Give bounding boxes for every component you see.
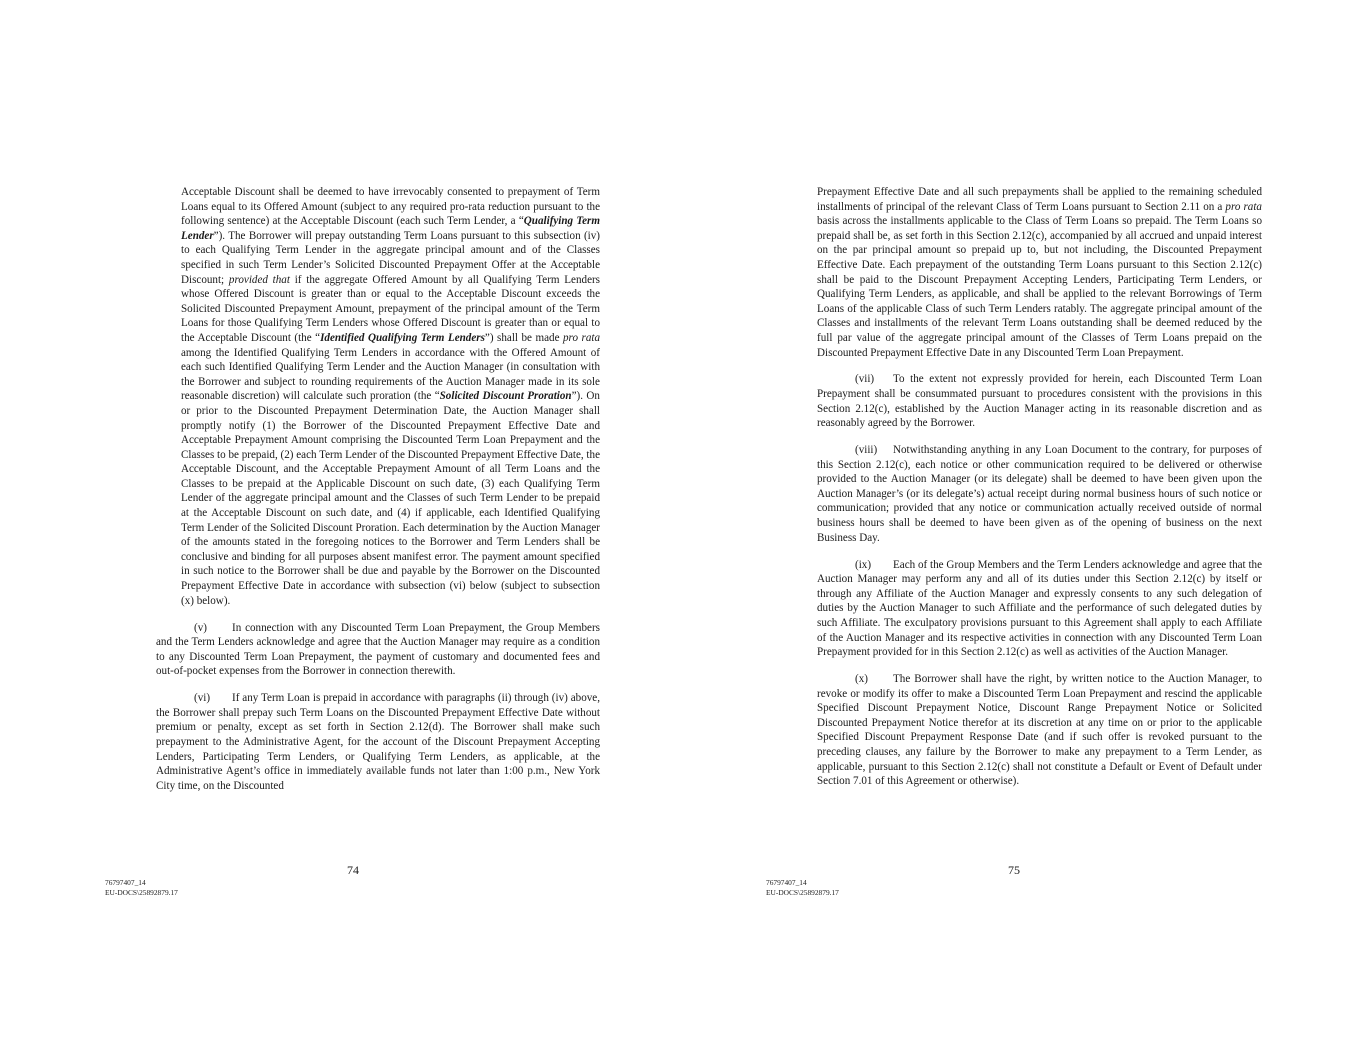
paragraph-vi: (vi) If any Term Loan is prepaid in accordance with paragraphs (ii) through (iv) above, the Borrower shall prepay such Term Loans on the Discounted Prepayment Effective Date without premium or penalty, except as set forth in Section 2.12(d). The Borrower shall make such prepayment to the Administrative Agent, for the account of the Discount Prepayment Accepting Lenders, Participating Term Lenders, or Qualifying Term Lenders, as applicable, at the Administrative Agent’s office in immediately available funds not later than 1:00 p.m., New York City time, on the Discounted [156, 692, 600, 792]
paragraph-ix: (ix) Each of the Group Members and the Term Lenders acknowledge and agree that the Auction Manager may perform any and all of its duties under this Section 2.12(c) by itself or through any Affiliate of the Auction Manager and expressly consents to any such delegation of duties by the Auction Manager to such Affiliate and the performance of such delegated duties by such Affiliate. The exculpatory provisions pursuant to this Agreement shall apply to each Affiliate of the Auction Manager and its respective activities in connection with any Discounted Term Loan Prepayment provided for in this Section 2.12(c) as well as activities of the Auction Manager. [817, 558, 1262, 659]
paragraph-number: (x) [855, 673, 868, 685]
page-74 [0, 0, 682, 1055]
document-id-footer: 76797407_14 EU-DOCS\25892879.17 [766, 878, 839, 897]
paragraph-x: (x) The Borrower shall have the right, by written notice to the Auction Manager, to revoke or modify its offer to make a Discounted Term Loan Prepayment and rescind the applicable Specified Discount Prepayment Notice, Discount Range Prepayment Notice or Solicited Discounted Prepayment Notice therefor at its discretion at any time on or prior to the applicable Specified Discount Prepayment Response Date (and if such offer is revoked pursuant to the preceding clauses, any failure by the Borrower to make any prepayment to a Term Lender, as applicable, pursuant to this Section 2.12(c) shall not constitute a Default or Event of Default under Section 7.01 of this Agreement or otherwise). [817, 673, 1262, 788]
paragraph-vii: (vii) To the extent not expressly provided for herein, each Discounted Term Loan Prepayment shall be consummated pursuant to procedures consistent with the provisions in this Section 2.12(c), established by the Auction Manager acting in its reasonable discretion and as reasonably agreed by the Borrower. [817, 373, 1262, 430]
document-id-footer: 76797407_14 EU-DOCS\25892879.17 [105, 878, 178, 897]
page-75 [682, 0, 1365, 1055]
paragraph-viii: (viii) Notwithstanding anything in any Loan Document to the contrary, for purposes of this Section 2.12(c), each notice or other communication required to be delivered or otherwise provided to the Auction Manager (or its delegate) shall be deemed to have been given upon the Auction Manager’s (or its delegate’s) actual receipt during normal business hours of such notice or communication; provided that any notice or communication actually received outside of normal business hours shall be deemed to have been given as of the opening of business on the next Business Day. [817, 444, 1262, 544]
page-74-body [156, 185, 600, 793]
paragraph-vi-continued: Prepayment Effective Date and all such prepayments shall be applied to the remaining scheduled installments of principal of the relevant Class of Term Loans pursuant to Section 2.11 on a pro rata basis across the installments applicable to the Class of Term Loans so prepaid. The Term Loans so prepaid shall be, as set forth in this Section 2.12(c), accompanied by all accrued and unpaid interest on the par principal amount so prepaid up to, but not including, the Discounted Prepayment Effective Date. Each prepayment of the outstanding Term Loans pursuant to this Section 2.12(c) shall be paid to the Discount Prepayment Accepting Lenders, Participating Term Lenders, or Qualifying Term Lenders, as applicable, and shall be applied to the relevant Borrowings of Term Loans of the applicable Class of such Term Lenders ratably. The aggregate principal amount of the Classes and installments of the relevant Term Loans outstanding shall be deemed reduced by the full par value of the aggregate principal amount of the Classes of Term Loans prepaid on the Discounted Prepayment Effective Date in any Discounted Term Loan Prepayment. [817, 186, 1262, 359]
paragraph-v: (v) In connection with any Discounted Term Loan Prepayment, the Group Members and the Term Lenders acknowledge and agree that the Auction Manager may require as a condition to any Discounted Term Loan Prepayment, the payment of customary and documented fees and out-of-pocket expenses from the Borrower in connection therewith. [156, 621, 600, 678]
paragraph-number: (viii) [855, 444, 878, 457]
paragraph-number: (ix) [855, 558, 872, 571]
defined-term: Solicited Discount Proration [439, 390, 572, 403]
defined-term: Qualifying Term Lender [181, 215, 600, 242]
paragraph-number: (v) [194, 621, 207, 634]
paragraph-iv-continued: Acceptable Discount shall be deemed to have irrevocably consented to prepayment of Term Loans equal to its Offered Amount (subject to any required pro-rata reduction pursuant to the following sentence) at the Acceptable Discount (each such Term Lender, a “Qualifying Term Lender”). The Borrower will prepay outstanding Term Loans pursuant to this subsection (iv) to each Qualifying Term Lender in the aggregate principal amount and of the Classes specified in such Term Lender’s Solicited Discounted Prepayment Offer at the Acceptable Discount; provided that if the aggregate Offered Amount by all Qualifying Term Lenders whose Offered Discount is greater than or equal to the Acceptable Discount exceeds the Solicited Discounted Prepayment Amount, prepayment of the principal amount of the Term Loans for those Qualifying Term Lenders whose Offered Discount is greater than or equal to the Acceptable Discount (the “Identified Qualifying Term Lenders”) shall be made pro rata among the Identified Qualifying Term Lenders in accordance with the Offered Amount of each such Identified Qualifying Term Lender and the Auction Manager (in consultation with the Borrower and subject to rounding requirements of the Auction Manager made in its sole reasonable discretion) will calculate such proration (the “Solicited Discount Proration”). On or prior to the Discounted Prepayment Determination Date, the Auction Manager shall promptly notify (1) the Borrower of the Discounted Prepayment Effective Date and Acceptable Prepayment Amount comprising the Discounted Term Loan Prepayment and the Classes to be prepaid, (2) each Term Lender of the Discounted Prepayment Effective Date, the Acceptable Discount, and the Acceptable Prepayment Amount of all Term Loans and the Classes to be prepaid at the Applicable Discount on such date, (3) each Qualifying Term Lender of the aggregate principal amount and the Classes of such Term Lender to be prepaid at the Acceptable Discount on such date, and (4) if applicable, each Identified Qualifying Term Lender of the Solicited Discount Proration. Each determination by the Auction Manager of the amounts stated in the foregoing notices to the Borrower and Term Lenders shall be conclusive and binding for all purposes absent manifest error. The payment amount specified in such notice to the Borrower shall be due and payable by the Borrower on the Discounted Prepayment Effective Date in accordance with subsection (vi) below (subject to subsection (x) below). [181, 186, 600, 607]
defined-term: Identified Qualifying Term Lenders [320, 331, 485, 344]
page-number: 74 [347, 863, 359, 877]
page-75-body [817, 185, 1262, 789]
paragraph-number: (vii) [855, 373, 875, 386]
page-number: 75 [1008, 863, 1020, 877]
paragraph-number: (vi) [194, 692, 211, 705]
